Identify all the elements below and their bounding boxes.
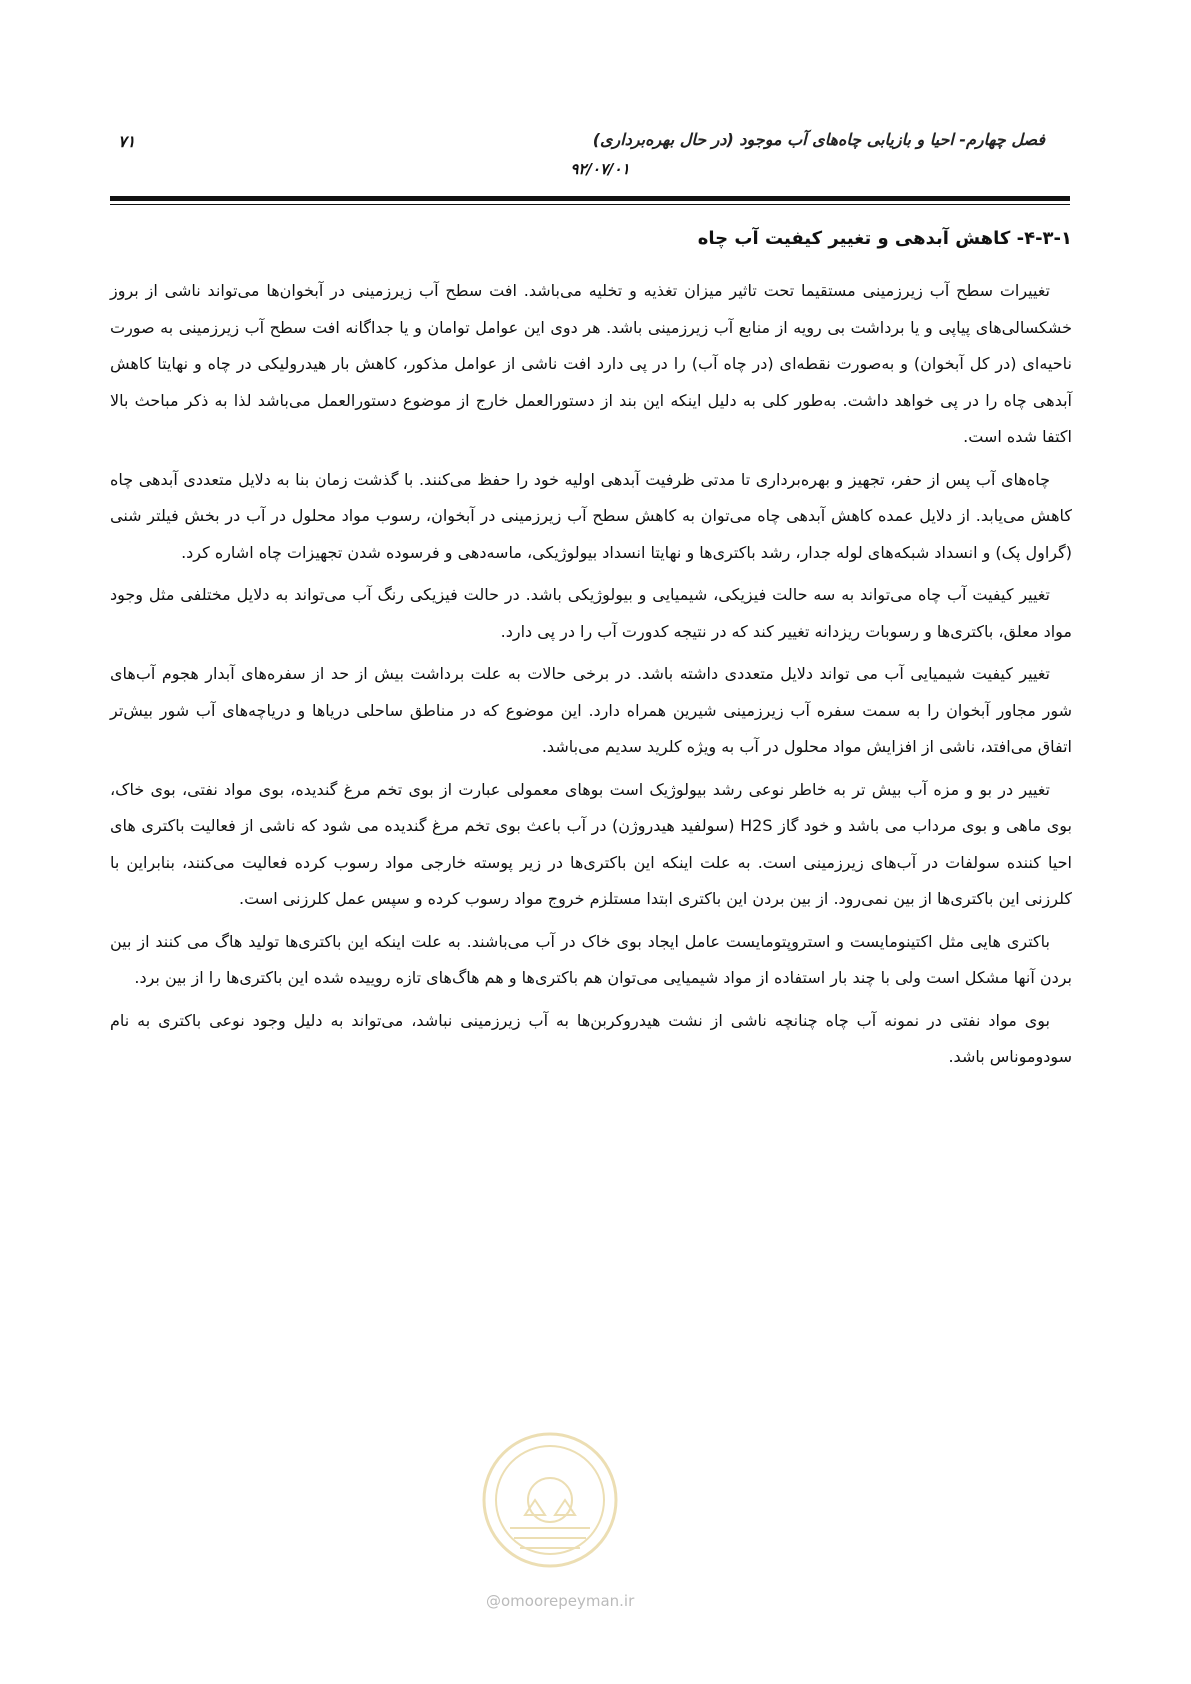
paragraph: چاه‌های آب پس از حفر، تجهیز و بهره‌برداری تا مدتی ظرفیت آبدهی اولیه خود را حفظ می‌کنند. با گذشت زمان بنا به دلایل متعددی آبدهی چاه کاهش می‌یابد. از دلایل عمده کاهش آبدهی چاه می‌توان به کاهش سطح آب زیرزمینی در آبخوان، رسوب مواد محلول در آب در بخش فیلتر شنی (گراول پک) و انسداد شبکه‌های لوله جدار، رشد باکتری‌ها و نهایتا انسداد بیولوژیکی، ماسه‌دهی و فرسوده شدن تجهیزات چاه اشاره کرد.	[110, 469, 1072, 562]
watermark-url: @omoorepeyman.ir	[486, 1592, 635, 1610]
paragraph: تغییرات سطح آب زیرزمینی مستقیما تحت تاثیر میزان تغذیه و تخلیه می‌باشد. افت سطح آب زیرزمینی در آبخوان‌ها می‌تواند ناشی از بروز خشکسالی‌های پیاپی و یا برداشت بی رویه از منابع آب زیرزمینی باشد. هر دوی این عوامل توامان و یا جداگانه افت سطح آب زیرزمینی به صورت ناحیه‌ای (در کل آبخوان) و به‌صورت نقطه‌ای (در چاه آب) را در پی دارد افت ناشی از عوامل مذکور، کاهش بار هیدرولیکی در چاه و نهایتا کاهش آبدهی چاه را در پی خواهد داشت. به‌طور کلی به دلیل اینکه این بند از دستورالعمل خارج از موضوع دستورالعمل می‌باشد لذا به ذکر مباحث بالا اکتفا شده است.	[110, 281, 1072, 446]
page-number: ۷۱	[118, 132, 136, 151]
section-heading: ۴-۳-۱- کاهش آبدهی و تغییر کیفیت آب چاه	[697, 228, 1072, 249]
paragraph: باکتری هایی مثل اکتینومایست و استروپتومایست عامل ایجاد بوی خاک در آب می‌باشند. به علت اینکه این باکتری‌ها تولید هاگ می کنند از بین بردن آنها مشکل است ولی با چند بار استفاده از مواد شیمیایی می‌توان هم باکتری‌ها و هم هاگ‌های تازه روییده شده این باکتری‌ها را از بین برد.	[110, 931, 1072, 987]
header-date: ۹۲/۰۷/۰۱	[570, 160, 630, 178]
paragraph: بوی مواد نفتی در نمونه آب چاه چنانچه ناشی از نشت هیدروکربن‌ها به آب زیرزمینی نباشد، می‌تواند به دلیل وجود نوعی باکتری به نام سودوموناس باشد.	[110, 1010, 1072, 1066]
paragraph: تغییر در بو و مزه آب بیش تر به خاطر نوعی رشد بیولوژیک است بوهای معمولی عبارت از بوی تخم مرغ گندیده، بوی مواد نفتی، بوی خاک، بوی ماهی و بوی مرداب می باشد و خود گاز H2S (سولفید هیدروژن) در آب باعث بوی تخم مرغ گندیده می شود که ناشی از فعالیت باکتری های احیا کننده سولفات در آب‌های زیرزمینی است. به علت اینکه این باکتری‌ها در زیر پوسته خارجی مواد رسوب کرده فعالیت می‌کنند، بنابراین با کلرزنی این باکتری‌ها از بین نمی‌رود. از بین بردن این باکتری ابتدا مستلزم خروج مواد رسوب کرده و سپس عمل کلرزنی است.	[110, 779, 1072, 908]
header-rule-thin	[110, 204, 1070, 205]
chapter-title: فصل چهارم- احیا و بازیابی چاه‌های آب موجود (در حال بهره‌برداری)	[592, 130, 1045, 149]
header-rule-thick	[110, 196, 1070, 201]
document-body	[110, 228, 1072, 1082]
paragraph: تغییر کیفیت آب چاه می‌تواند به سه حالت فیزیکی، شیمیایی و بیولوژیکی باشد. در حالت فیزیکی رنگ آب می‌تواند به دلایل مختلفی مثل وجود مواد معلق، باکتری‌ها و رسوبات ریزدانه تغییر کند که در نتیجه کدورت آب را در پی دارد.	[110, 585, 1072, 641]
paragraph: تغییر کیفیت شیمیایی آب می تواند دلایل متعددی داشته باشد. در برخی حالات به علت برداشت بیش از حد از سفره‌های آبدار هجوم آب‌های شور مجاور آبخوان را به سمت سفره آب زیرزمینی شیرین همراه دارد. این موضوع که در مناطق ساحلی دریاها و دریاچه‌های آب شور بیش‌تر اتفاق می‌افتد، ناشی از افزایش مواد محلول در آب به ویژه کلرید سدیم می‌باشد.	[110, 664, 1072, 756]
watermark-seal-icon	[480, 1430, 620, 1570]
